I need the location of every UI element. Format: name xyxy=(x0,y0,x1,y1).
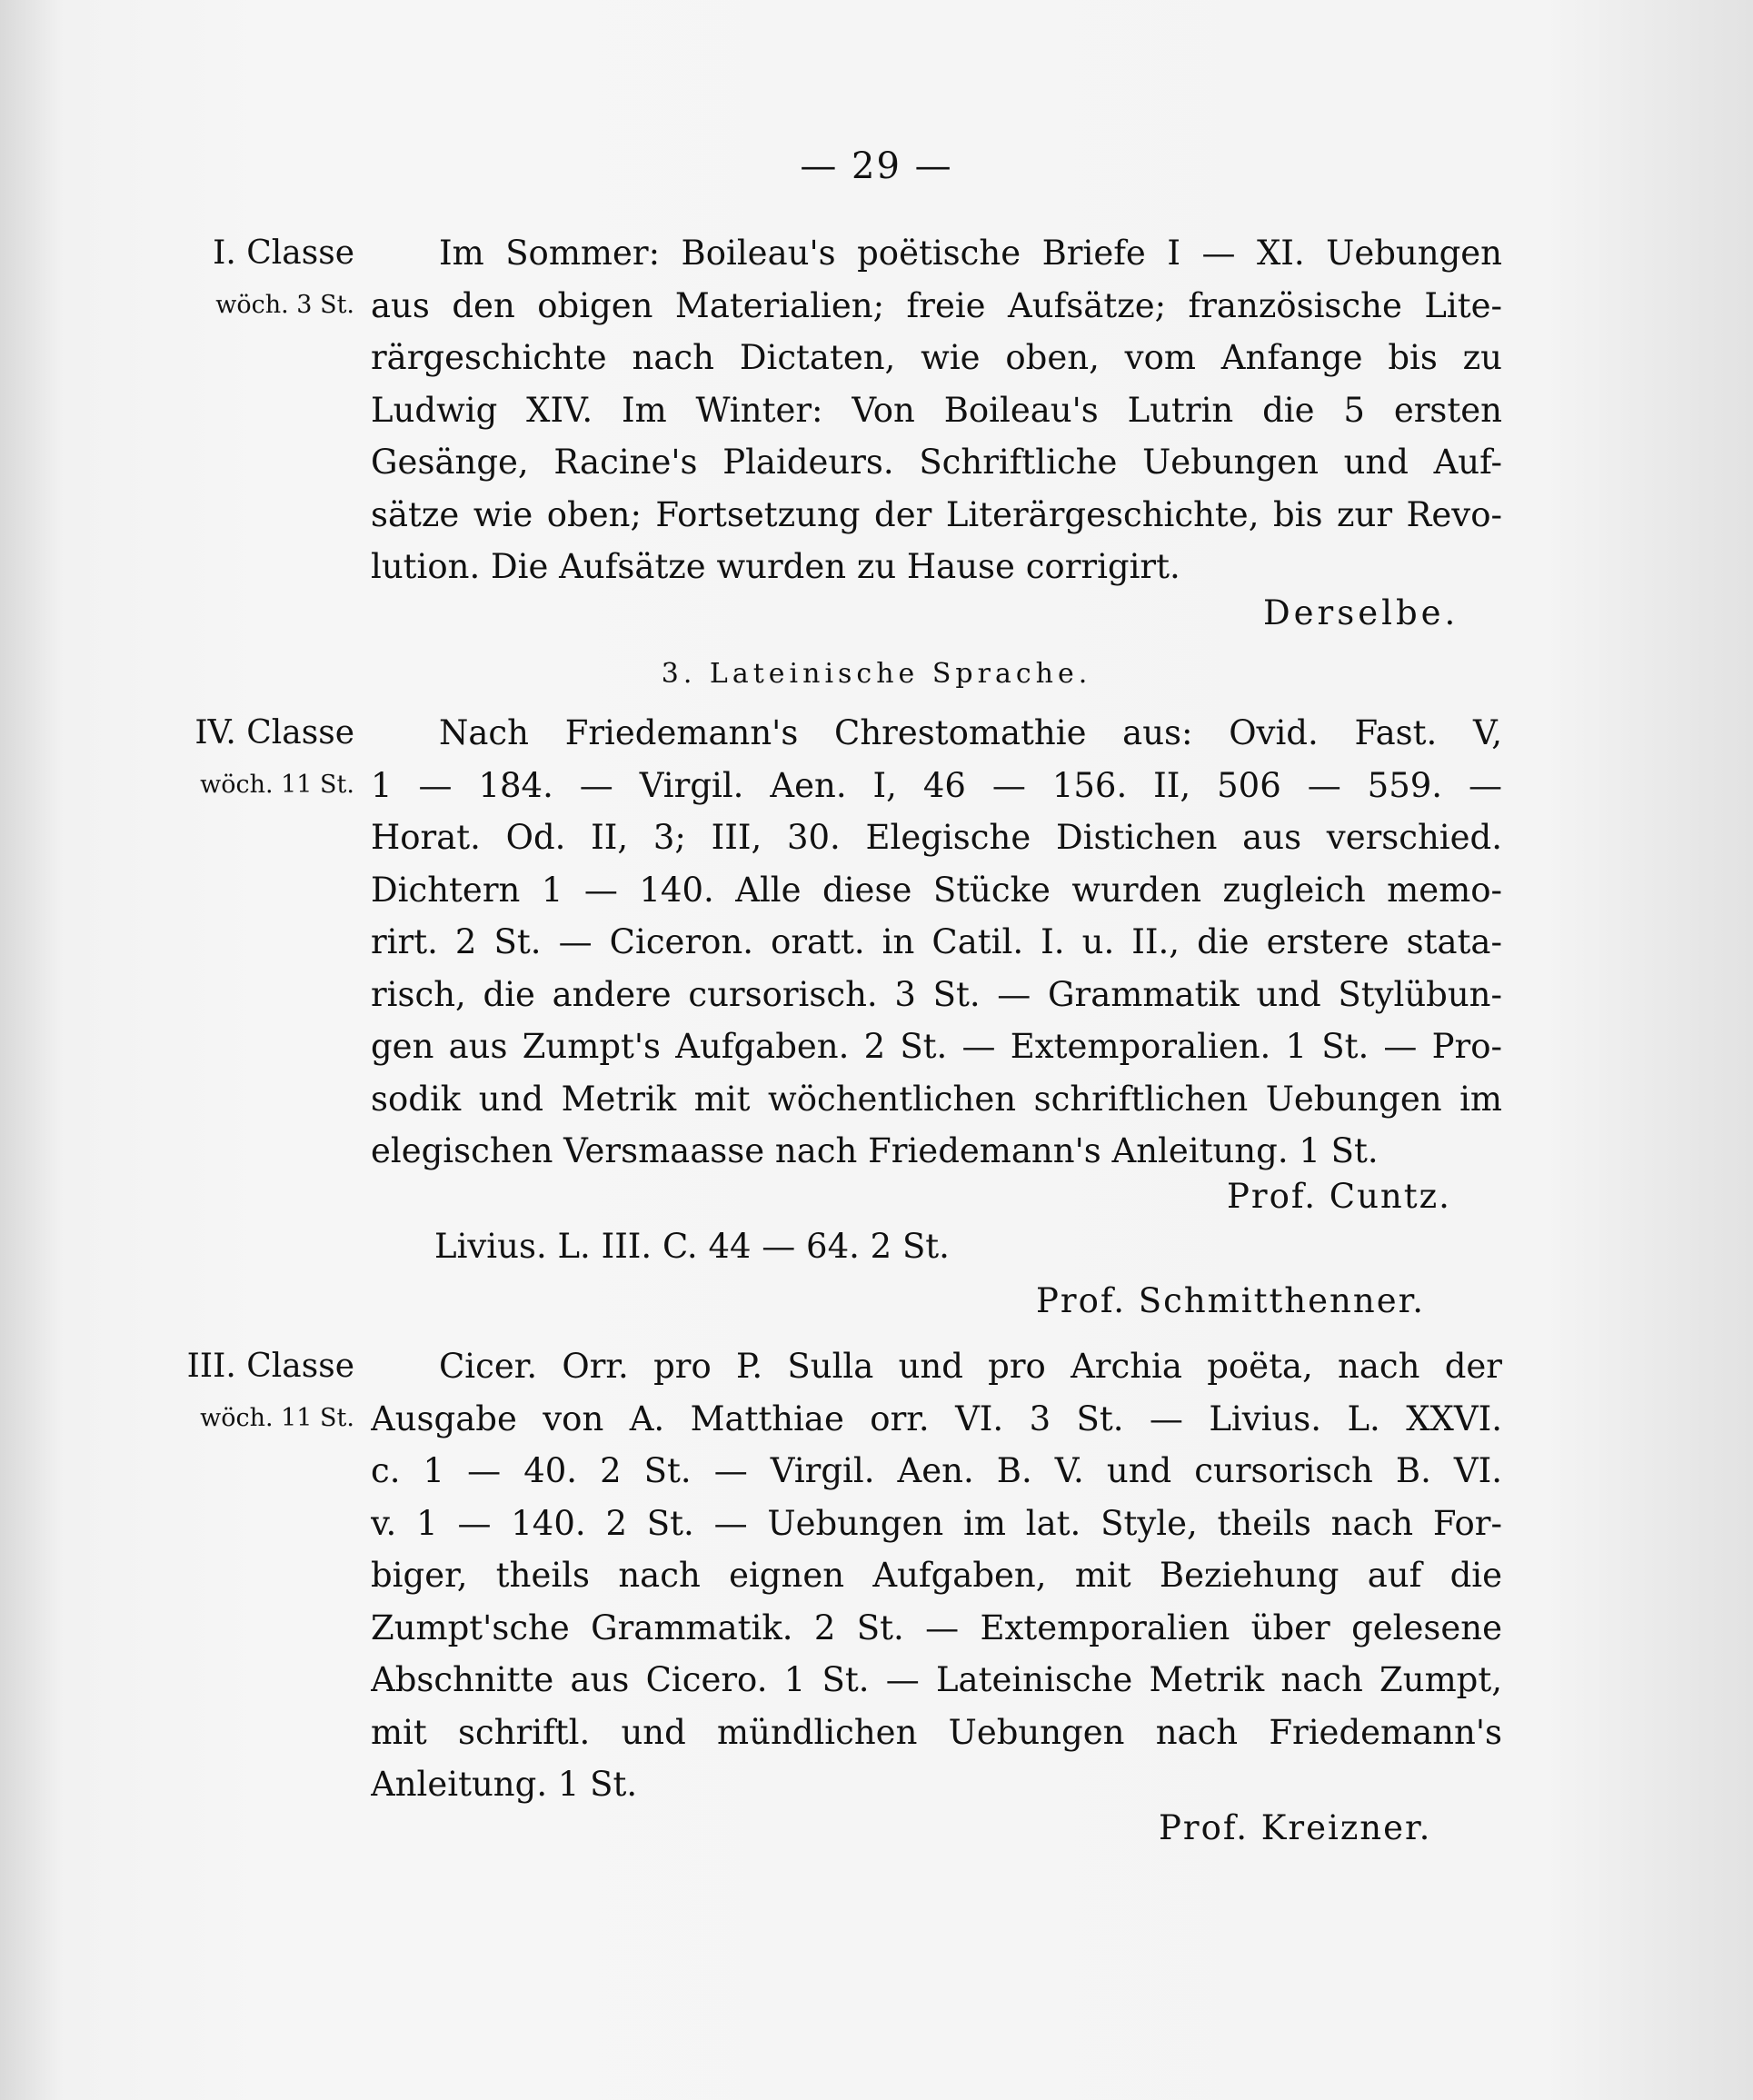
text-line: Gesänge, Racine's Plaideurs. Schriftliche Uebungen und Auf- xyxy=(371,443,1502,482)
class-label: I. Classe xyxy=(213,234,354,272)
text-line: v. 1 — 140. 2 St. — Uebungen im lat. Style, theils nach For- xyxy=(371,1503,1502,1543)
signature: Prof. Kreizner. xyxy=(1159,1808,1432,1847)
text-line: mit schriftl. und mündlichen Uebungen nach Friedemann's xyxy=(371,1712,1502,1752)
hours-label: wöch. 11 St. xyxy=(200,1404,354,1432)
text-line: lution. Die Aufsätze wurden zu Hause corrigirt. xyxy=(371,547,1180,586)
signature: Prof. Schmitthenner. xyxy=(1036,1281,1425,1320)
text-line: 1 — 184. — Virgil. Aen. I, 46 — 156. II, 506 — 559. — xyxy=(371,765,1502,805)
text-line: Anleitung. 1 St. xyxy=(371,1765,638,1804)
text-line: rirt. 2 St. — Ciceron. oratt. in Catil. I. u. II., die erstere stata- xyxy=(371,922,1502,961)
entry-body xyxy=(371,227,1502,593)
text-line: elegischen Versmaasse nach Friedemann's Anleitung. 1 St. xyxy=(371,1131,1379,1170)
text-line: biger, theils nach eignen Aufgaben, mit Beziehung auf die xyxy=(371,1556,1502,1595)
hours-label: wöch. 3 St. xyxy=(215,291,354,319)
section-heading: 3. Lateinische Sprache. xyxy=(661,658,1092,690)
page-number: — 29 — xyxy=(800,145,953,187)
entry-body xyxy=(371,707,1502,1178)
text-line: risch, die andere cursorisch. 3 St. — Grammatik und Stylübun- xyxy=(371,974,1502,1014)
text-line: gen aus Zumpt's Aufgaben. 2 St. — Extemporalien. 1 St. — Pro- xyxy=(371,1027,1502,1066)
text-line: Cicer. Orr. pro P. Sulla und pro Archia poëta, nach der xyxy=(439,1347,1502,1386)
text-line: Abschnitte aus Cicero. 1 St. — Lateinische Metrik nach Zumpt, xyxy=(371,1660,1502,1699)
class-label: III. Classe xyxy=(186,1348,354,1385)
signature: Derselbe. xyxy=(1263,593,1459,632)
hours-label: wöch. 11 St. xyxy=(200,771,354,799)
text-line: sätze wie oben; Fortsetzung der Literärgeschichte, bis zur Revo- xyxy=(371,494,1502,534)
signature: Prof. Cuntz. xyxy=(1227,1177,1451,1216)
livius-line: Livius. L. III. C. 44 — 64. 2 St. xyxy=(434,1227,950,1266)
text-line: sodik und Metrik mit wöchentlichen schriftlichen Uebungen im xyxy=(371,1079,1502,1119)
class-label: IV. Classe xyxy=(194,714,354,751)
text-line: rärgeschichte nach Dictaten, wie oben, vom Anfange bis zu xyxy=(371,338,1502,377)
text-line: Ausgabe von A. Matthiae orr. VI. 3 St. — Livius. L. XXVI. xyxy=(371,1398,1502,1438)
text-line: Dichtern 1 — 140. Alle diese Stücke wurden zugleich memo- xyxy=(371,870,1502,910)
text-line: Im Sommer: Boileau's poëtische Briefe I — XI. Uebungen xyxy=(439,234,1502,273)
text-line: aus den obigen Materialien; freie Aufsätze; französische Lite- xyxy=(371,285,1502,325)
text-line: Horat. Od. II, 3; III, 30. Elegische Distichen aus verschied. xyxy=(371,818,1502,857)
entry-body xyxy=(371,1340,1502,1811)
text-line: Zumpt'sche Grammatik. 2 St. — Extemporalien über gelesene xyxy=(371,1607,1502,1647)
text-line: Ludwig XIV. Im Winter: Von Boileau's Lutrin die 5 ersten xyxy=(371,390,1502,430)
text-line: Nach Friedemann's Chrestomathie aus: Ovid. Fast. V, xyxy=(439,713,1502,752)
text-line: c. 1 — 40. 2 St. — Virgil. Aen. B. V. und cursorisch B. VI. xyxy=(371,1451,1502,1490)
